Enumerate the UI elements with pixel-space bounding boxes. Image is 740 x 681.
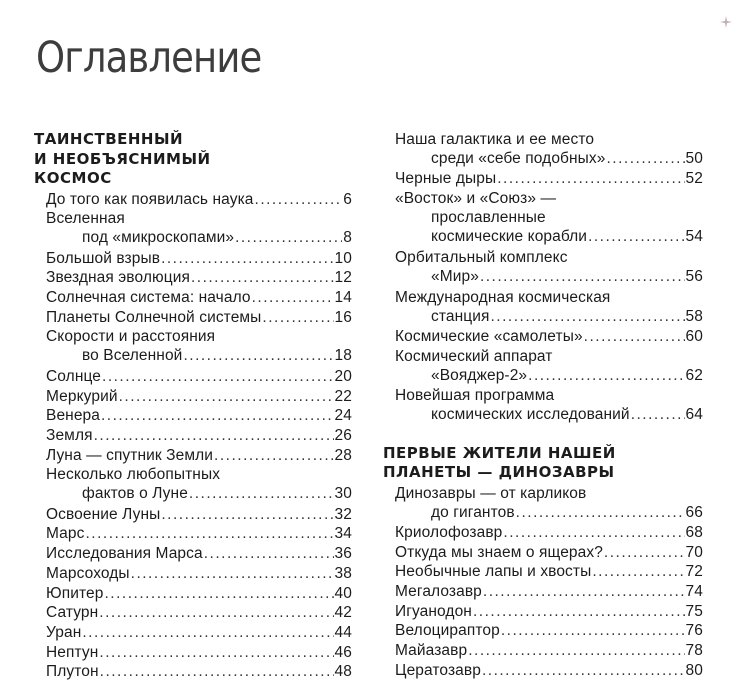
toc-entry-title-line: Скорости и расстояния [46, 328, 216, 346]
toc-page-number: 66 [685, 503, 703, 521]
toc-entry-title-line: Игуанодон [395, 602, 472, 620]
toc-entry-title-line: Майазавр [395, 642, 468, 660]
toc-page-number: 72 [685, 563, 703, 581]
toc-entry-title-line: Марсоходы [46, 564, 130, 582]
dot-leader [255, 190, 343, 209]
dot-leader [99, 603, 333, 622]
dot-leader [100, 662, 334, 681]
section-heading [34, 130, 211, 189]
dot-leader [131, 564, 334, 583]
section-heading [383, 444, 616, 483]
toc-entry-title-line: во Вселенной [82, 347, 183, 365]
dot-leader [503, 523, 684, 542]
toc-page-number: 24 [334, 407, 352, 425]
dot-leader [631, 405, 685, 424]
section-heading-line: ПЛАНЕТЫ — ДИНОЗАВРЫ [383, 463, 615, 481]
toc-entry-title-line: Несколько любопытных [46, 466, 221, 484]
section-heading-line: ТАИНСТВЕННЫЙ [34, 130, 184, 148]
dot-leader [85, 524, 333, 543]
dot-leader [235, 228, 342, 247]
toc-entry-title-line: Новейшая программа [395, 387, 555, 405]
toc-entry-title-line: До того как появилась наука [46, 190, 254, 208]
toc-page-number: 44 [334, 623, 352, 641]
toc-entry[interactable] [395, 169, 703, 188]
toc-page-number: 28 [334, 446, 352, 464]
toc-entry-title-line: Орбитальный комплекс [395, 249, 568, 267]
toc-entry[interactable] [46, 505, 352, 524]
toc-entry[interactable] [46, 524, 352, 543]
dot-leader [607, 149, 685, 168]
toc-page-number: 64 [685, 406, 703, 424]
toc-entry-title-line: Большой взрыв [46, 249, 161, 267]
section-heading-line: И НЕОБЪЯСНИМЫЙ [34, 149, 211, 168]
toc-entry-title-line: «Вояджер-2» [431, 366, 528, 384]
toc-entry[interactable] [46, 662, 352, 681]
dot-leader [119, 387, 334, 406]
dot-leader [480, 267, 685, 286]
toc-entry[interactable] [395, 582, 703, 601]
toc-entry[interactable] [395, 523, 703, 542]
toc-page-number: 70 [685, 543, 703, 561]
toc-page-number: 60 [685, 328, 703, 345]
toc-page-number: 42 [334, 604, 352, 622]
dot-leader [104, 584, 333, 603]
toc-page-number: 32 [334, 505, 352, 523]
section-heading-line: КОСМОС [34, 169, 112, 187]
section-heading-line: ПЕРВЫЕ ЖИТЕЛИ НАШЕЙ [383, 443, 616, 462]
page-title: Оглавление [36, 33, 262, 83]
toc-page-number: 48 [334, 663, 352, 681]
toc-entry-title-line: Велоцираптор [395, 622, 500, 640]
toc-page-number: 16 [334, 308, 352, 326]
dot-leader [94, 426, 334, 445]
toc-entry[interactable] [395, 641, 703, 660]
toc-entry-title-line: Марс [46, 525, 85, 543]
dot-leader [191, 268, 334, 287]
toc-entry-title-line: Земля [46, 426, 93, 444]
dot-leader [252, 288, 334, 307]
toc-page-number: 8 [343, 229, 352, 247]
dot-leader [82, 623, 333, 642]
dot-leader [604, 543, 685, 562]
toc-entry-title-line: Меркурий [46, 387, 118, 405]
dot-leader [588, 227, 684, 246]
toc-page-number: 36 [334, 545, 352, 563]
toc-entry-title-line: Солнце [46, 367, 102, 385]
dot-leader [99, 643, 333, 662]
toc-entry-title-line: Сатурн [46, 604, 99, 622]
toc-entry[interactable] [46, 426, 352, 445]
toc-page-number: 22 [334, 387, 352, 405]
toc-page-number: 30 [334, 485, 352, 503]
dot-leader [501, 621, 685, 640]
toc-entry-title-line: Черные дыры [395, 170, 497, 188]
toc-entry[interactable] [395, 189, 703, 246]
toc-entry-title-line: Динозавры — от карликов [395, 484, 587, 502]
toc-page-number: 54 [685, 228, 703, 246]
toc-entry-title-line: «Восток» и «Союз» — [395, 190, 557, 208]
toc-entry[interactable] [395, 347, 703, 385]
toc-page-number: 46 [334, 643, 352, 661]
toc-entry-title-line: Необычные лапы и хвосты [395, 563, 592, 581]
toc-entry-title-line: фактов о Луне [82, 485, 188, 503]
toc-entry[interactable] [46, 288, 352, 307]
toc-entry[interactable] [46, 308, 352, 327]
toc-entry-title-line: Исследования Марса [46, 545, 203, 563]
dot-leader [468, 641, 684, 660]
toc-entry-title-line: до гигантов [431, 503, 515, 521]
toc-entry[interactable] [395, 621, 703, 640]
toc-entry-title-line: Освоение Луны [46, 505, 161, 523]
toc-page-number: 10 [334, 249, 352, 267]
toc-entry-title-line: Мегалозавр [395, 583, 482, 600]
dot-leader [102, 367, 334, 386]
toc-page-number: 6 [343, 190, 352, 208]
toc-entry[interactable] [395, 248, 703, 286]
toc-page-number: 68 [685, 523, 703, 541]
toc-entry-title-line: Звездная эволюция [46, 269, 190, 287]
toc-entry[interactable] [395, 602, 703, 621]
dot-leader [528, 366, 684, 385]
toc-entry-title-line: Луна — спутник Земли [46, 446, 214, 464]
toc-entry[interactable] [395, 386, 703, 424]
toc-page-number: 76 [685, 622, 703, 640]
dot-leader [483, 582, 685, 601]
toc-entry-title-line: Планеты Солнечной системы [46, 308, 262, 326]
toc-page-number: 40 [334, 584, 352, 602]
toc-entry-title-line: под «микроскопами» [82, 229, 235, 247]
toc-entry-title-line: Нептун [46, 643, 99, 661]
toc-entry-title-line: прославленные [431, 209, 546, 227]
toc-entry-title-line: Вселенная [46, 210, 125, 228]
toc-entry[interactable] [46, 564, 352, 583]
toc-entry[interactable] [46, 190, 352, 209]
dot-leader [497, 169, 684, 188]
toc-entry-title-line: Откуда мы знаем о ящерах? [395, 543, 603, 561]
dot-leader [101, 406, 334, 425]
toc-entry[interactable] [46, 544, 352, 563]
toc-entry[interactable] [46, 643, 352, 662]
toc-entry-title-line: космических исследований [431, 406, 630, 424]
toc-page-number: 12 [334, 269, 352, 287]
toc-entry[interactable] [46, 465, 352, 503]
toc-entry[interactable] [46, 584, 352, 603]
dot-leader [183, 346, 333, 365]
toc-page-number: 75 [685, 602, 703, 620]
toc-page-number: 52 [685, 170, 703, 188]
toc-entry[interactable] [46, 446, 352, 465]
toc-entry[interactable] [46, 249, 352, 268]
toc-entry[interactable] [46, 327, 352, 365]
toc-page-number: 20 [334, 367, 352, 385]
dot-leader [214, 446, 334, 465]
toc-entry-title-line: Космические «самолеты» [395, 328, 583, 345]
toc-entry[interactable] [395, 543, 703, 562]
toc-entry-title-line: Уран [46, 623, 82, 641]
toc-entry-title-line: Международная космическая [395, 288, 611, 306]
toc-entry[interactable] [395, 130, 703, 168]
toc-entry-title-line: среди «себе подобных» [431, 150, 606, 167]
toc-page-number: 50 [685, 150, 703, 167]
toc-page-number: 58 [685, 307, 703, 325]
toc-entry-title-line: Юпитер [46, 584, 104, 602]
toc-entry-title-line: Криолофозавр [395, 523, 503, 541]
toc-page-number: 62 [685, 366, 703, 384]
dot-leader [482, 661, 685, 680]
dot-leader [592, 562, 684, 581]
toc-page-number: 74 [685, 583, 703, 600]
toc-entry[interactable] [395, 288, 703, 326]
dot-leader [490, 307, 684, 326]
toc-entry[interactable] [46, 406, 352, 425]
toc-page-number: 34 [334, 525, 352, 543]
dot-leader [584, 327, 685, 346]
toc-entry[interactable] [395, 562, 703, 581]
toc-page-number: 78 [685, 642, 703, 660]
scan-corner-mark-icon [720, 16, 732, 28]
toc-entry[interactable] [46, 209, 352, 247]
toc-entry-title-line: Цератозавр [395, 661, 481, 679]
toc-entry[interactable] [46, 387, 352, 406]
toc-entry[interactable] [395, 661, 703, 680]
toc-page-number: 26 [334, 426, 352, 444]
toc-page-number: 38 [334, 564, 352, 582]
toc-page-number: 56 [685, 268, 703, 286]
dot-leader [262, 308, 333, 327]
dot-leader [204, 544, 334, 563]
dot-leader [161, 249, 333, 268]
toc-entry-title-line: космические корабли [431, 228, 588, 246]
toc-entry-title-line: Космический аппарат [395, 347, 553, 365]
toc-entry[interactable] [46, 268, 352, 287]
toc-entry-title-line: станция [431, 307, 490, 325]
toc-entry-title-line: Наша галактика и ее место [395, 131, 595, 148]
dot-leader [189, 484, 334, 503]
toc-page-number: 14 [334, 289, 352, 306]
toc-entry-title-line: Солнечная система: начало [46, 289, 251, 306]
toc-entry-title-line: Плутон [46, 663, 99, 681]
toc-entry[interactable] [46, 623, 352, 642]
toc-entry-title-line: Венера [46, 407, 100, 425]
toc-entry[interactable] [395, 484, 703, 522]
dot-leader [161, 505, 333, 524]
toc-entry[interactable] [395, 327, 703, 346]
toc-entry[interactable] [46, 603, 352, 622]
dot-leader [473, 602, 685, 621]
toc-page-number: 80 [685, 661, 703, 679]
dot-leader [516, 503, 685, 522]
toc-page-number: 18 [334, 347, 352, 365]
toc-entry-title-line: «Мир» [431, 268, 479, 286]
toc-entry[interactable] [46, 367, 352, 386]
